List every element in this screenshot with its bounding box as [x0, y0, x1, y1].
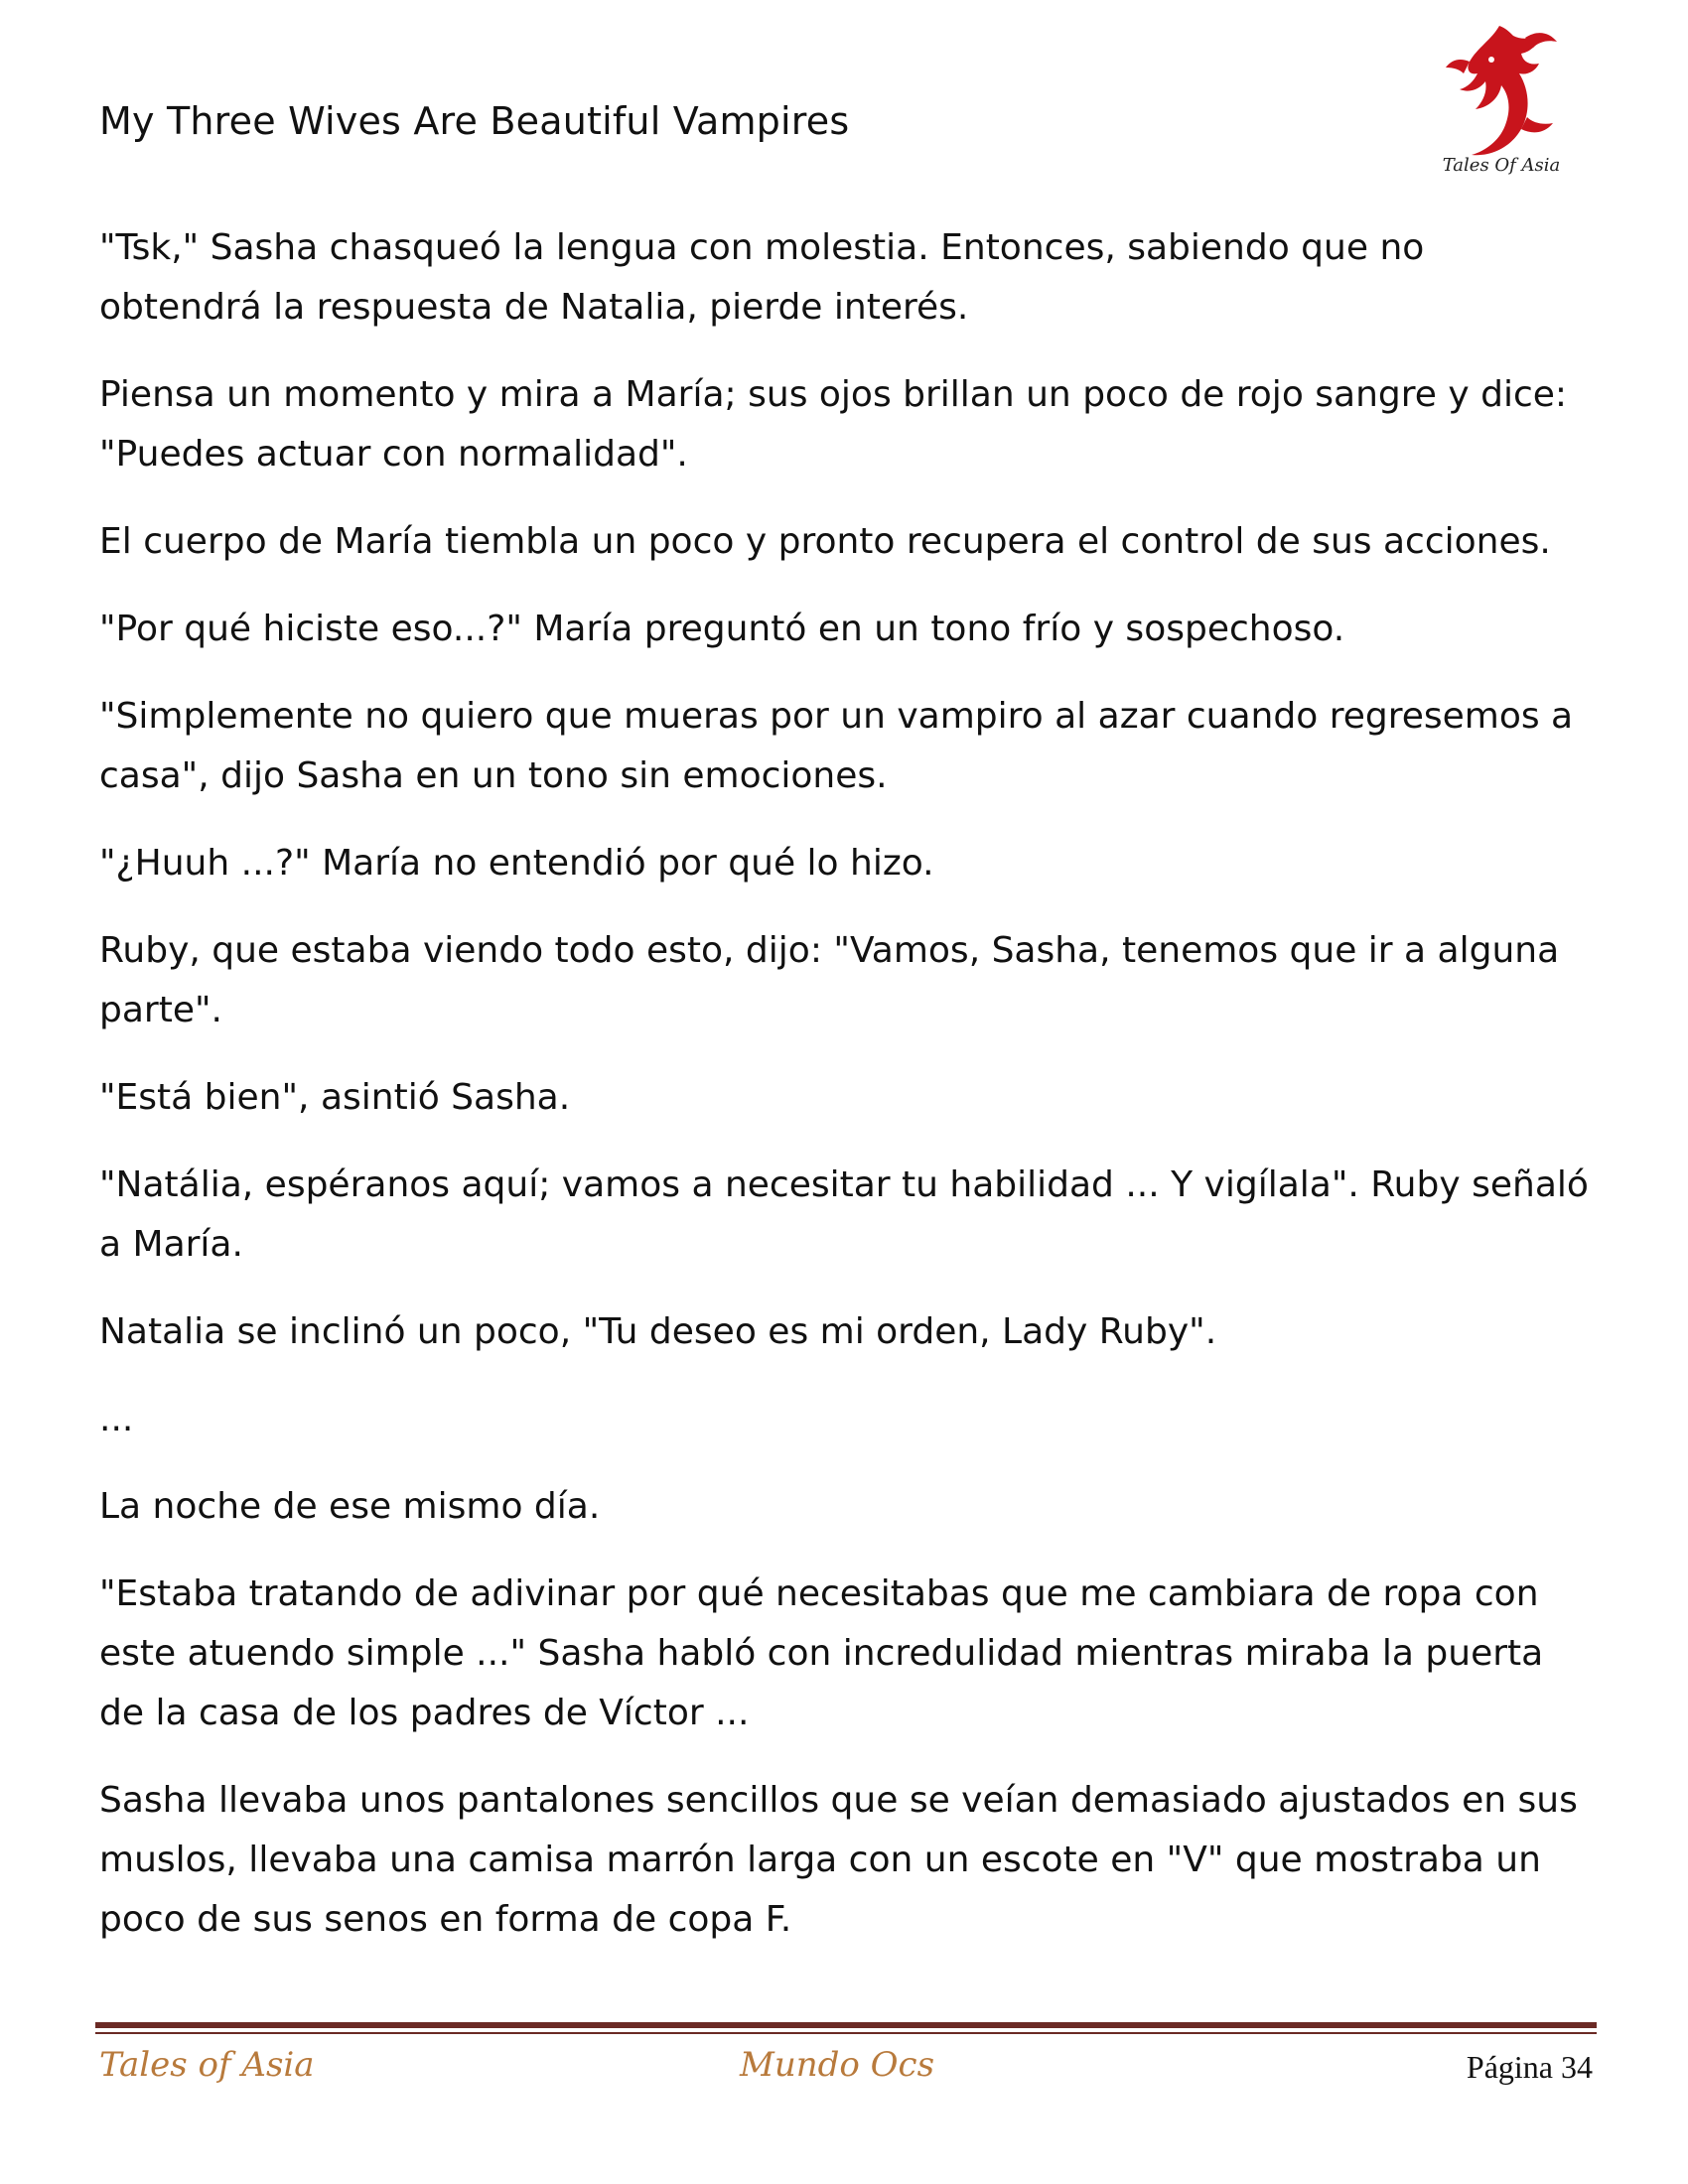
- paragraph: "Natália, espéranos aquí; vamos a necesitar tu habilidad ... Y vigílala". Ruby señaló a María.: [99, 1164, 1589, 1265]
- paragraph: "¿Huuh ...?" María no entendió por qué lo hizo.: [99, 843, 934, 884]
- paragraph: Natalia se inclinó un poco, "Tu deseo es mi orden, Lady Ruby".: [99, 1311, 1217, 1352]
- paragraph: Piensa un momento y mira a María; sus ojos brillan un poco de rojo sangre y dice: "Puedes actuar con normalidad".: [99, 374, 1568, 475]
- paragraph: "Está bien", asintió Sasha.: [99, 1077, 571, 1118]
- paragraph: La noche de ese mismo día.: [99, 1486, 601, 1527]
- footer-publisher: Tales of Asia: [99, 2045, 315, 2085]
- paragraph: Ruby, que estaba viendo todo esto, dijo: "Vamos, Sasha, tenemos que ir a alguna parte".: [99, 930, 1560, 1030]
- paragraph: "Simplemente no quiero que mueras por un vampiro al azar cuando regresemos a casa", dijo Sasha en un tono sin emociones.: [99, 696, 1574, 796]
- footer-divider-thin: [95, 2032, 1597, 2034]
- page-number: Página 34: [1466, 2049, 1593, 2085]
- footer-divider: [95, 2022, 1597, 2028]
- logo-caption: Tales Of Asia: [1442, 155, 1561, 176]
- body-text: [99, 218, 1589, 1978]
- paragraph: Sasha llevaba unos pantalones sencillos que se veían demasiado ajustados en sus muslos, llevaba una camisa marrón larga con un escote en "V" que mostraba un poco de sus senos en forma de copa F.: [99, 1780, 1578, 1940]
- paragraph: "Estaba tratando de adivinar por qué necesitabas que me cambiara de ropa con este atuendo simple ..." Sasha habló con incredulidad mientras miraba la puerta de la casa de los padres de Víctor ...: [99, 1573, 1544, 1733]
- paragraph: "Por qué hiciste eso...?" María preguntó en un tono frío y sospechoso.: [99, 609, 1345, 649]
- paragraph: "Tsk," Sasha chasqueó la lengua con molestia. Entonces, sabiendo que no obtendrá la respuesta de Natalia, pierde interés.: [99, 227, 1425, 328]
- footer-site: Mundo Ocs: [740, 2045, 935, 2085]
- scene-break: ...: [99, 1399, 134, 1439]
- book-title: My Three Wives Are Beautiful Vampires: [99, 99, 850, 143]
- paragraph: El cuerpo de María tiembla un poco y pronto recupera el control de sus acciones.: [99, 521, 1551, 562]
